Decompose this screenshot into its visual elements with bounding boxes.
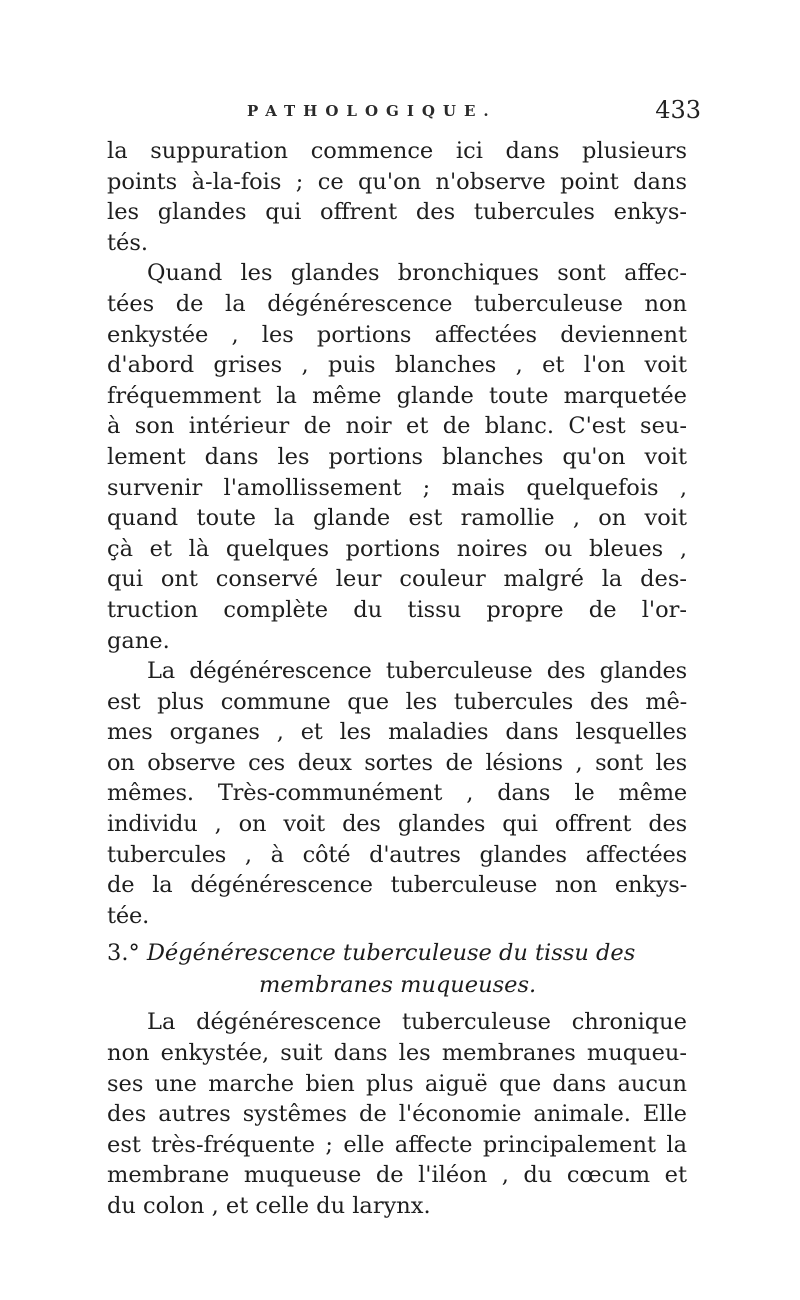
text-line: tées de la dégénérescence tuberculeuse non <box>107 290 687 317</box>
paragraph-4 <box>107 1007 687 1221</box>
section-heading <box>107 937 687 1001</box>
paragraph-2 <box>107 258 687 656</box>
text-line: qui ont conservé leur couleur malgré la des- <box>107 566 687 593</box>
page-number: 433 <box>655 96 701 124</box>
text-line: on observe ces deux sortes de lésions , sont les <box>107 749 687 776</box>
text-line: quand toute la glande est ramollie , on voit <box>107 505 687 532</box>
book-page <box>107 96 701 1222</box>
page-header <box>107 96 701 136</box>
text-line: La dégénérescence tuberculeuse des glandes <box>147 658 687 685</box>
text-line: est très-fréquente ; elle affecte principalement la <box>107 1131 687 1158</box>
text-line: non enkystée, suit dans les membranes muqueu- <box>107 1040 687 1067</box>
text-line: fréquemment la même glande toute marquetée <box>107 382 687 409</box>
text-line: Quand les glandes bronchiques sont affec- <box>147 260 687 287</box>
paragraph-1 <box>107 136 687 258</box>
text-line: du colon , et celle du larynx. <box>107 1193 431 1219</box>
section-number: 3.° <box>107 940 140 967</box>
section-heading-line-1 <box>107 937 687 969</box>
text-line: membrane muqueuse de l'iléon , du cœcum et <box>107 1162 687 1189</box>
text-line: est plus commune que les tubercules des mê- <box>107 688 687 715</box>
section-title: Dégénérescence tuberculeuse du tissu des <box>146 940 636 967</box>
text-line: points à-la-fois ; ce qu'on n'observe point dans <box>107 168 687 195</box>
text-line: enkystée , les portions affectées deviennent <box>107 321 687 348</box>
text-line: La dégénérescence tuberculeuse chronique <box>147 1009 687 1036</box>
text-line: la suppuration commence ici dans plusieurs <box>107 138 687 164</box>
text-line: mêmes. Très-communément , dans le même <box>107 780 687 807</box>
running-head: PATHOLOGIQUE. <box>247 102 497 120</box>
text-line: mes organes , et les maladies dans lesquelles <box>107 719 687 746</box>
text-line: de la dégénérescence tuberculeuse non enkys- <box>107 872 687 899</box>
text-line: çà et là quelques portions noires ou bleues , <box>107 535 687 562</box>
text-line: tubercules , à côté d'autres glandes affectées <box>107 841 687 868</box>
text-line: gane. <box>107 627 170 654</box>
text-line: tés. <box>107 229 149 256</box>
text-line: les glandes qui offrent des tubercules enkys- <box>107 199 687 226</box>
text-line: ses une marche bien plus aiguë que dans aucun <box>107 1070 687 1097</box>
section-title-continued: membranes muqueuses. <box>259 972 537 999</box>
text-line: individu , on voit des glandes qui offrent des <box>107 811 687 838</box>
text-line: lement dans les portions blanches qu'on voit <box>107 443 687 470</box>
text-line: tée. <box>107 902 150 929</box>
text-line: à son intérieur de noir et de blanc. C'est seu- <box>107 413 687 440</box>
text-line: des autres systêmes de l'économie animale. Elle <box>107 1101 687 1128</box>
text-line: truction complète du tissu propre de l'or- <box>107 596 687 623</box>
text-line: d'abord grises , puis blanches , et l'on voit <box>107 352 687 379</box>
text-line: survenir l'amollissement ; mais quelquefois , <box>107 474 687 501</box>
paragraph-3 <box>107 656 687 931</box>
